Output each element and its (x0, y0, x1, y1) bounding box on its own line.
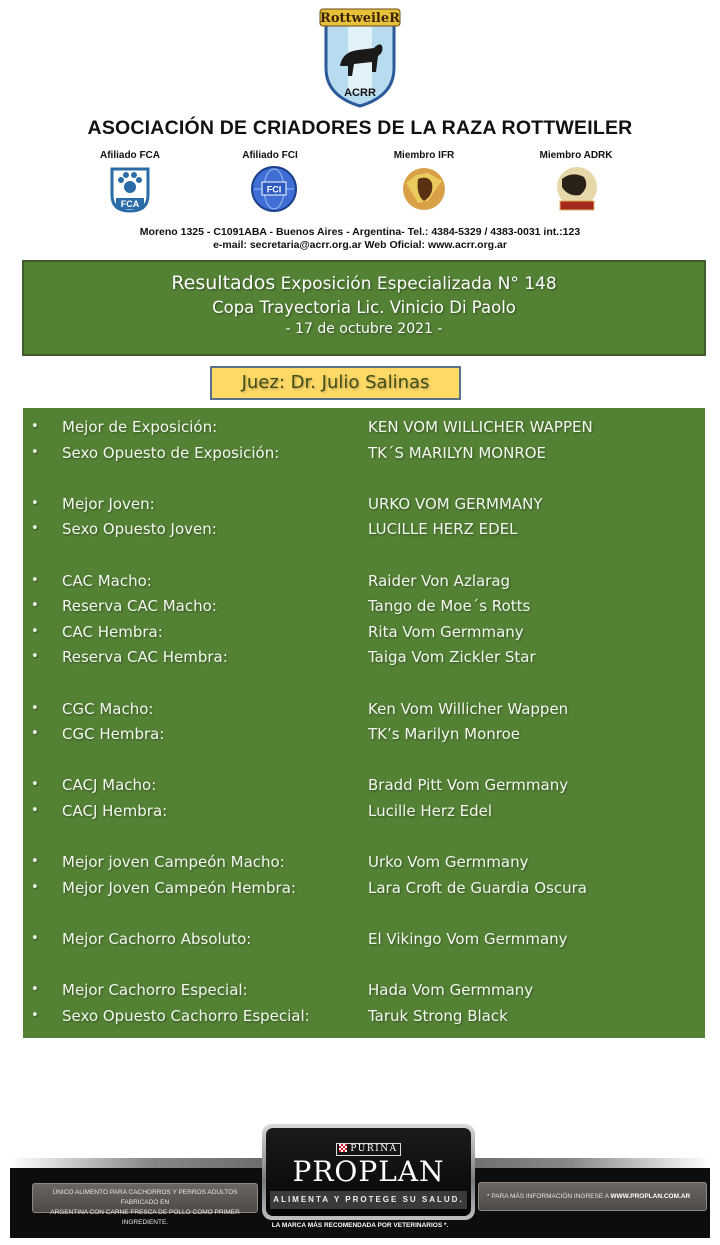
list-item: • Mejor Cachorro Especial: Hada Vom Germmany (31, 981, 534, 999)
affiliation-fci-label: Afiliado FCI (242, 150, 298, 161)
judge-label: Juez: Dr. Julio Salinas (210, 366, 461, 400)
list-item: • CGC Macho: Ken Vom Willicher Wappen (31, 700, 569, 718)
list-item: • CAC Hembra: Rita Vom Germmany (31, 623, 524, 641)
list-item: • Mejor Joven: URKO VOM GERMMANY (31, 495, 543, 513)
list-item: • Mejor Cachorro Absoluto: El Vikingo Vom Germmany (31, 930, 568, 948)
list-item: • Mejor Joven Campeón Hembra: Lara Croft de Guardia Oscura (31, 879, 587, 897)
acrr-logo (318, 8, 402, 108)
list-item: • CGC Hembra: TK’s Marilyn Monroe (31, 725, 521, 743)
org-name: ASOCIACIÓN DE CRIADORES DE LA RAZA ROTTWEILER (87, 117, 633, 139)
event-cup: Copa Trayectoria Lic. Vinicio Di Paolo (212, 298, 516, 317)
purina-checkerboard-icon (339, 1144, 347, 1152)
ad-bottom-text: LA MARCA MÁS RECOMENDADA POR VETERINARIOS *. (271, 1222, 449, 1229)
fci-globe-icon (250, 165, 300, 215)
svg-text:RottweileR: RottweileR (320, 11, 400, 26)
contact-line: e-mail: secretaria@acrr.org.ar Web Oficial: www.acrr.org.ar (213, 239, 507, 251)
list-item: • CACJ Hembra: Lucille Herz Edel (31, 802, 493, 820)
affiliation-fca-label: Afiliado FCA (100, 150, 160, 161)
fca-paw-icon (108, 165, 158, 215)
svg-text:FCA: FCA (120, 199, 140, 209)
list-item: • Reserva CAC Hembra: Taiga Vom Zickler Star (31, 648, 536, 666)
adrk-globe-icon (552, 165, 602, 215)
list-item: • Mejor de Exposición: KEN VOM WILLICHER WAPPEN (31, 418, 593, 436)
svg-text:ACRR: ACRR (344, 87, 376, 99)
proplan-wordmark: PROPLAN (292, 1155, 445, 1188)
event-title: Resultados Exposición Especializada N° 148 (171, 272, 557, 294)
list-item: • Reserva CAC Macho: Tango de Moe´s Rotts (31, 597, 531, 615)
rottweiler-shield-icon (318, 8, 402, 108)
list-item: • Sexo Opuesto Joven: LUCILLE HERZ EDEL (31, 520, 518, 538)
ad-right-text: * PARA MÁS INFORMACIÓN INGRESE A WWW.PROPLAN.COM.AR (478, 1182, 707, 1211)
event-date: - 17 de octubre 2021 - (285, 321, 443, 337)
svg-text:FCI: FCI (266, 184, 282, 195)
purina-logo: PURINA (336, 1143, 400, 1156)
address-line: Moreno 1325 - C1091ABA - Buenos Aires - Argentina- Tel.: 4384-5329 / 4383-0031 int.:123 (139, 226, 581, 238)
list-item: • Sexo Opuesto de Exposición: TK´S MARILYN MONROE (31, 444, 547, 462)
ad-left-text: ÚNICO ALIMENTO PARA CACHORROS Y PERROS ADULTOS FABRICADO EN ARGENTINA CON CARNE FRESCA DE POLLO COMO PRIMER INGREDIENTE. (32, 1183, 258, 1213)
affiliation-adrk-label: Miembro ADRK (539, 150, 613, 161)
proplan-logo (262, 1124, 475, 1220)
list-item: • CACJ Macho: Bradd Pitt Vom Germmany (31, 776, 569, 794)
proplan-url: WWW.PROPLAN.COM.AR (610, 1193, 691, 1200)
list-item: • Sexo Opuesto Cachorro Especial: Taruk Strong Black (31, 1007, 508, 1025)
affiliation-ifr-label: Miembro IFR (393, 150, 455, 161)
proplan-slogan: ALIMENTA Y PROTEGE SU SALUD. (270, 1191, 467, 1209)
event-title-box (22, 260, 706, 356)
list-item: • Mejor joven Campeón Macho: Urko Vom Germmany (31, 853, 529, 871)
ifr-globe-icon (398, 165, 448, 215)
list-item: • CAC Macho: Raider Von Azlarag (31, 572, 511, 590)
results-list (23, 408, 705, 1038)
